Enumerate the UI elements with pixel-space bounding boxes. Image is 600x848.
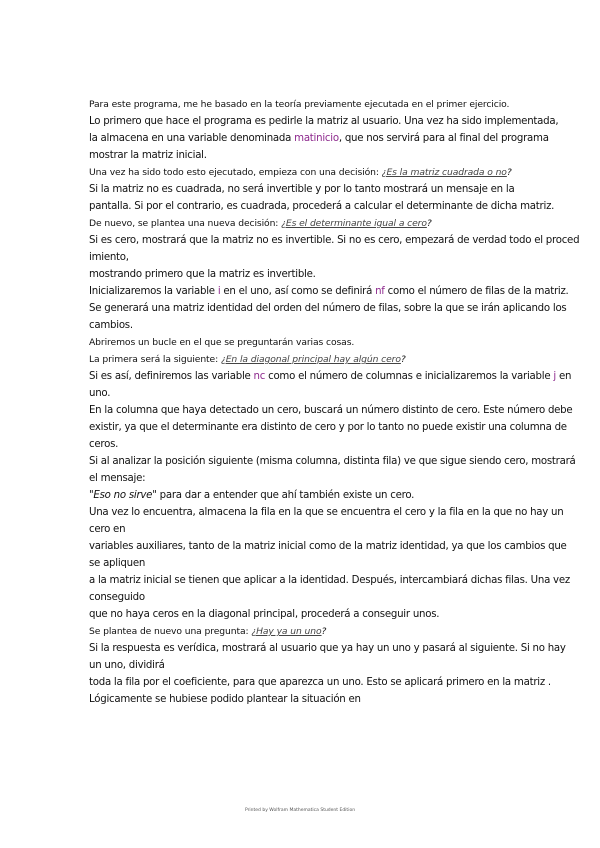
text-line xyxy=(89,317,544,334)
text-line xyxy=(89,300,567,317)
text-line xyxy=(89,504,564,521)
text-line xyxy=(89,640,566,657)
text-run: Se plantea de nuevo una pregunta: xyxy=(89,626,252,637)
text-run: cambios. xyxy=(89,320,133,331)
text-run: Inicializaremos la variable xyxy=(89,286,218,297)
text-line xyxy=(89,147,544,164)
text-run: imiento, xyxy=(89,252,129,263)
text-run: cero en xyxy=(89,524,126,535)
text-line xyxy=(89,113,559,130)
text-line xyxy=(89,181,544,198)
text-line xyxy=(89,266,544,283)
text-run: Abriremos un bucle en el que se preguntarán varias cosas. xyxy=(89,337,355,348)
text-line xyxy=(89,351,544,368)
text-line xyxy=(89,249,544,266)
text-line xyxy=(89,436,544,453)
text-line xyxy=(89,96,544,113)
text-run: ? xyxy=(321,626,327,637)
text-line xyxy=(89,215,544,232)
variable-name: matinicio xyxy=(294,133,339,144)
text-run: el mensaje: xyxy=(89,473,146,484)
text-line xyxy=(89,130,549,147)
text-run: La primera será la siguiente: xyxy=(89,354,221,365)
text-line xyxy=(89,521,544,538)
question-text: ¿Hay ya un uno xyxy=(251,626,322,637)
text-line xyxy=(89,606,544,623)
text-run: mostrar la matriz inicial. xyxy=(89,150,207,161)
text-line xyxy=(89,470,544,487)
text-run: En la columna que haya detectado un cero, buscará un número distinto de cero. Este número debe xyxy=(89,405,573,416)
text-line xyxy=(89,572,570,589)
text-run: ceros. xyxy=(89,439,119,450)
text-line xyxy=(89,657,544,674)
variable-name: i xyxy=(217,286,221,297)
text-run: como el número de filas de la matriz. xyxy=(384,286,569,297)
text-line xyxy=(89,538,567,555)
text-run: Para este programa, me he basado en la teoría previamente ejecutada en el primer ejercicio. xyxy=(89,99,510,110)
document-body xyxy=(89,96,580,708)
text-run: a la matriz inicial se tienen que aplicar a la identidad. Después, intercambiará dichas filas. Una vez xyxy=(89,575,570,586)
text-run: Una vez lo encuentra, almacena la fila en la que se encuentra el cero y la fila en la que no hay un xyxy=(89,507,564,518)
text-run: como el número de columnas e inicializaremos la variable xyxy=(265,371,554,382)
text-line xyxy=(89,334,544,351)
question-text: ¿Es la matriz cuadrada o no xyxy=(381,167,507,178)
text-line xyxy=(89,453,576,470)
text-run: ? xyxy=(400,354,406,365)
text-run: para dar a entender que ahí también existe un cero. xyxy=(156,490,415,501)
text-run: Una vez ha sido todo esto ejecutado, empieza con una decisión: xyxy=(89,167,382,178)
text-line xyxy=(89,385,544,402)
text-run: un uno, dividirá xyxy=(89,660,165,671)
text-run: De nuevo, se plantea una nueva decisión: xyxy=(89,218,282,229)
text-line xyxy=(89,283,569,300)
text-line xyxy=(89,555,544,572)
text-run: que no haya ceros en la diagonal principal, procederá a conseguir unos. xyxy=(89,609,440,620)
text-run: toda la fila por el coeficiente, para que aparezca un uno. Esto se aplicará primero en la matriz . xyxy=(89,677,551,688)
text-run: variables auxiliares, tanto de la matriz inicial como de la matriz identidad, ya que los cambios que xyxy=(89,541,567,552)
text-line xyxy=(89,198,555,215)
text-run: mostrando primero que la matriz es invertible. xyxy=(89,269,316,280)
text-run: Si es cero, mostrará que la matriz no es invertible. Si no es cero, empezará de verdad todo el proced xyxy=(89,235,580,246)
text-line xyxy=(89,691,544,708)
text-run: la almacena en una variable denominada xyxy=(89,133,295,144)
text-run: se apliquen xyxy=(89,558,146,569)
text-run: conseguido xyxy=(89,592,145,603)
text-run: uno. xyxy=(89,388,111,399)
text-run: Si la matriz no es cuadrada, no será invertible y por lo tanto mostrará un mensaje en la xyxy=(89,184,515,195)
text-line xyxy=(89,589,544,606)
text-run: pantalla. Si por el contrario, es cuadrada, procederá a calcular el determinante de dicha matriz. xyxy=(89,201,555,212)
question-text: ¿En la diagonal principal hay algún cero xyxy=(220,354,401,365)
text-line xyxy=(89,164,544,181)
text-run: existir, ya que el determinante era distinto de cero y por lo tanto no puede existir una columna de xyxy=(89,422,567,433)
text-run: Si es así, definiremos las variable xyxy=(89,371,254,382)
question-text: ¿Es el determinante igual a cero xyxy=(281,218,427,229)
text-line xyxy=(89,368,572,385)
text-run: Si al analizar la posición siguiente (misma columna, distinta fila) ve que sigue siendo cero, mostrará xyxy=(89,456,576,467)
text-run: , que nos servirá para al final del programa xyxy=(338,133,549,144)
text-run: en xyxy=(555,371,572,382)
text-line xyxy=(89,232,580,249)
text-run: Lo primero que hace el programa es pedirle la matriz al usuario. Una vez ha sido implementada, xyxy=(89,116,559,127)
variable-name: nf xyxy=(375,286,385,297)
text-line xyxy=(89,402,573,419)
text-line xyxy=(89,487,544,504)
text-line xyxy=(89,674,551,691)
text-run: Si la respuesta es verídica, mostrará al usuario que ya hay un uno y pasará al siguiente. Si no hay xyxy=(89,643,566,654)
text-run: ? xyxy=(426,218,432,229)
text-line xyxy=(89,623,544,640)
text-run: ? xyxy=(506,167,512,178)
text-run: Lógicamente se hubiese podido plantear la situación en xyxy=(89,694,361,705)
text-line xyxy=(89,419,567,436)
print-footer: Printed by Wolfram Mathematica Student Edition xyxy=(244,808,356,813)
variable-name: nc xyxy=(253,371,266,382)
text-run: "Eso no sirve" xyxy=(89,490,157,501)
text-run: en el uno, así como se definirá xyxy=(220,286,376,297)
text-run: Se generará una matriz identidad del orden del número de filas, sobre la que se irán aplicando los xyxy=(89,303,567,314)
variable-name: j xyxy=(553,371,556,382)
